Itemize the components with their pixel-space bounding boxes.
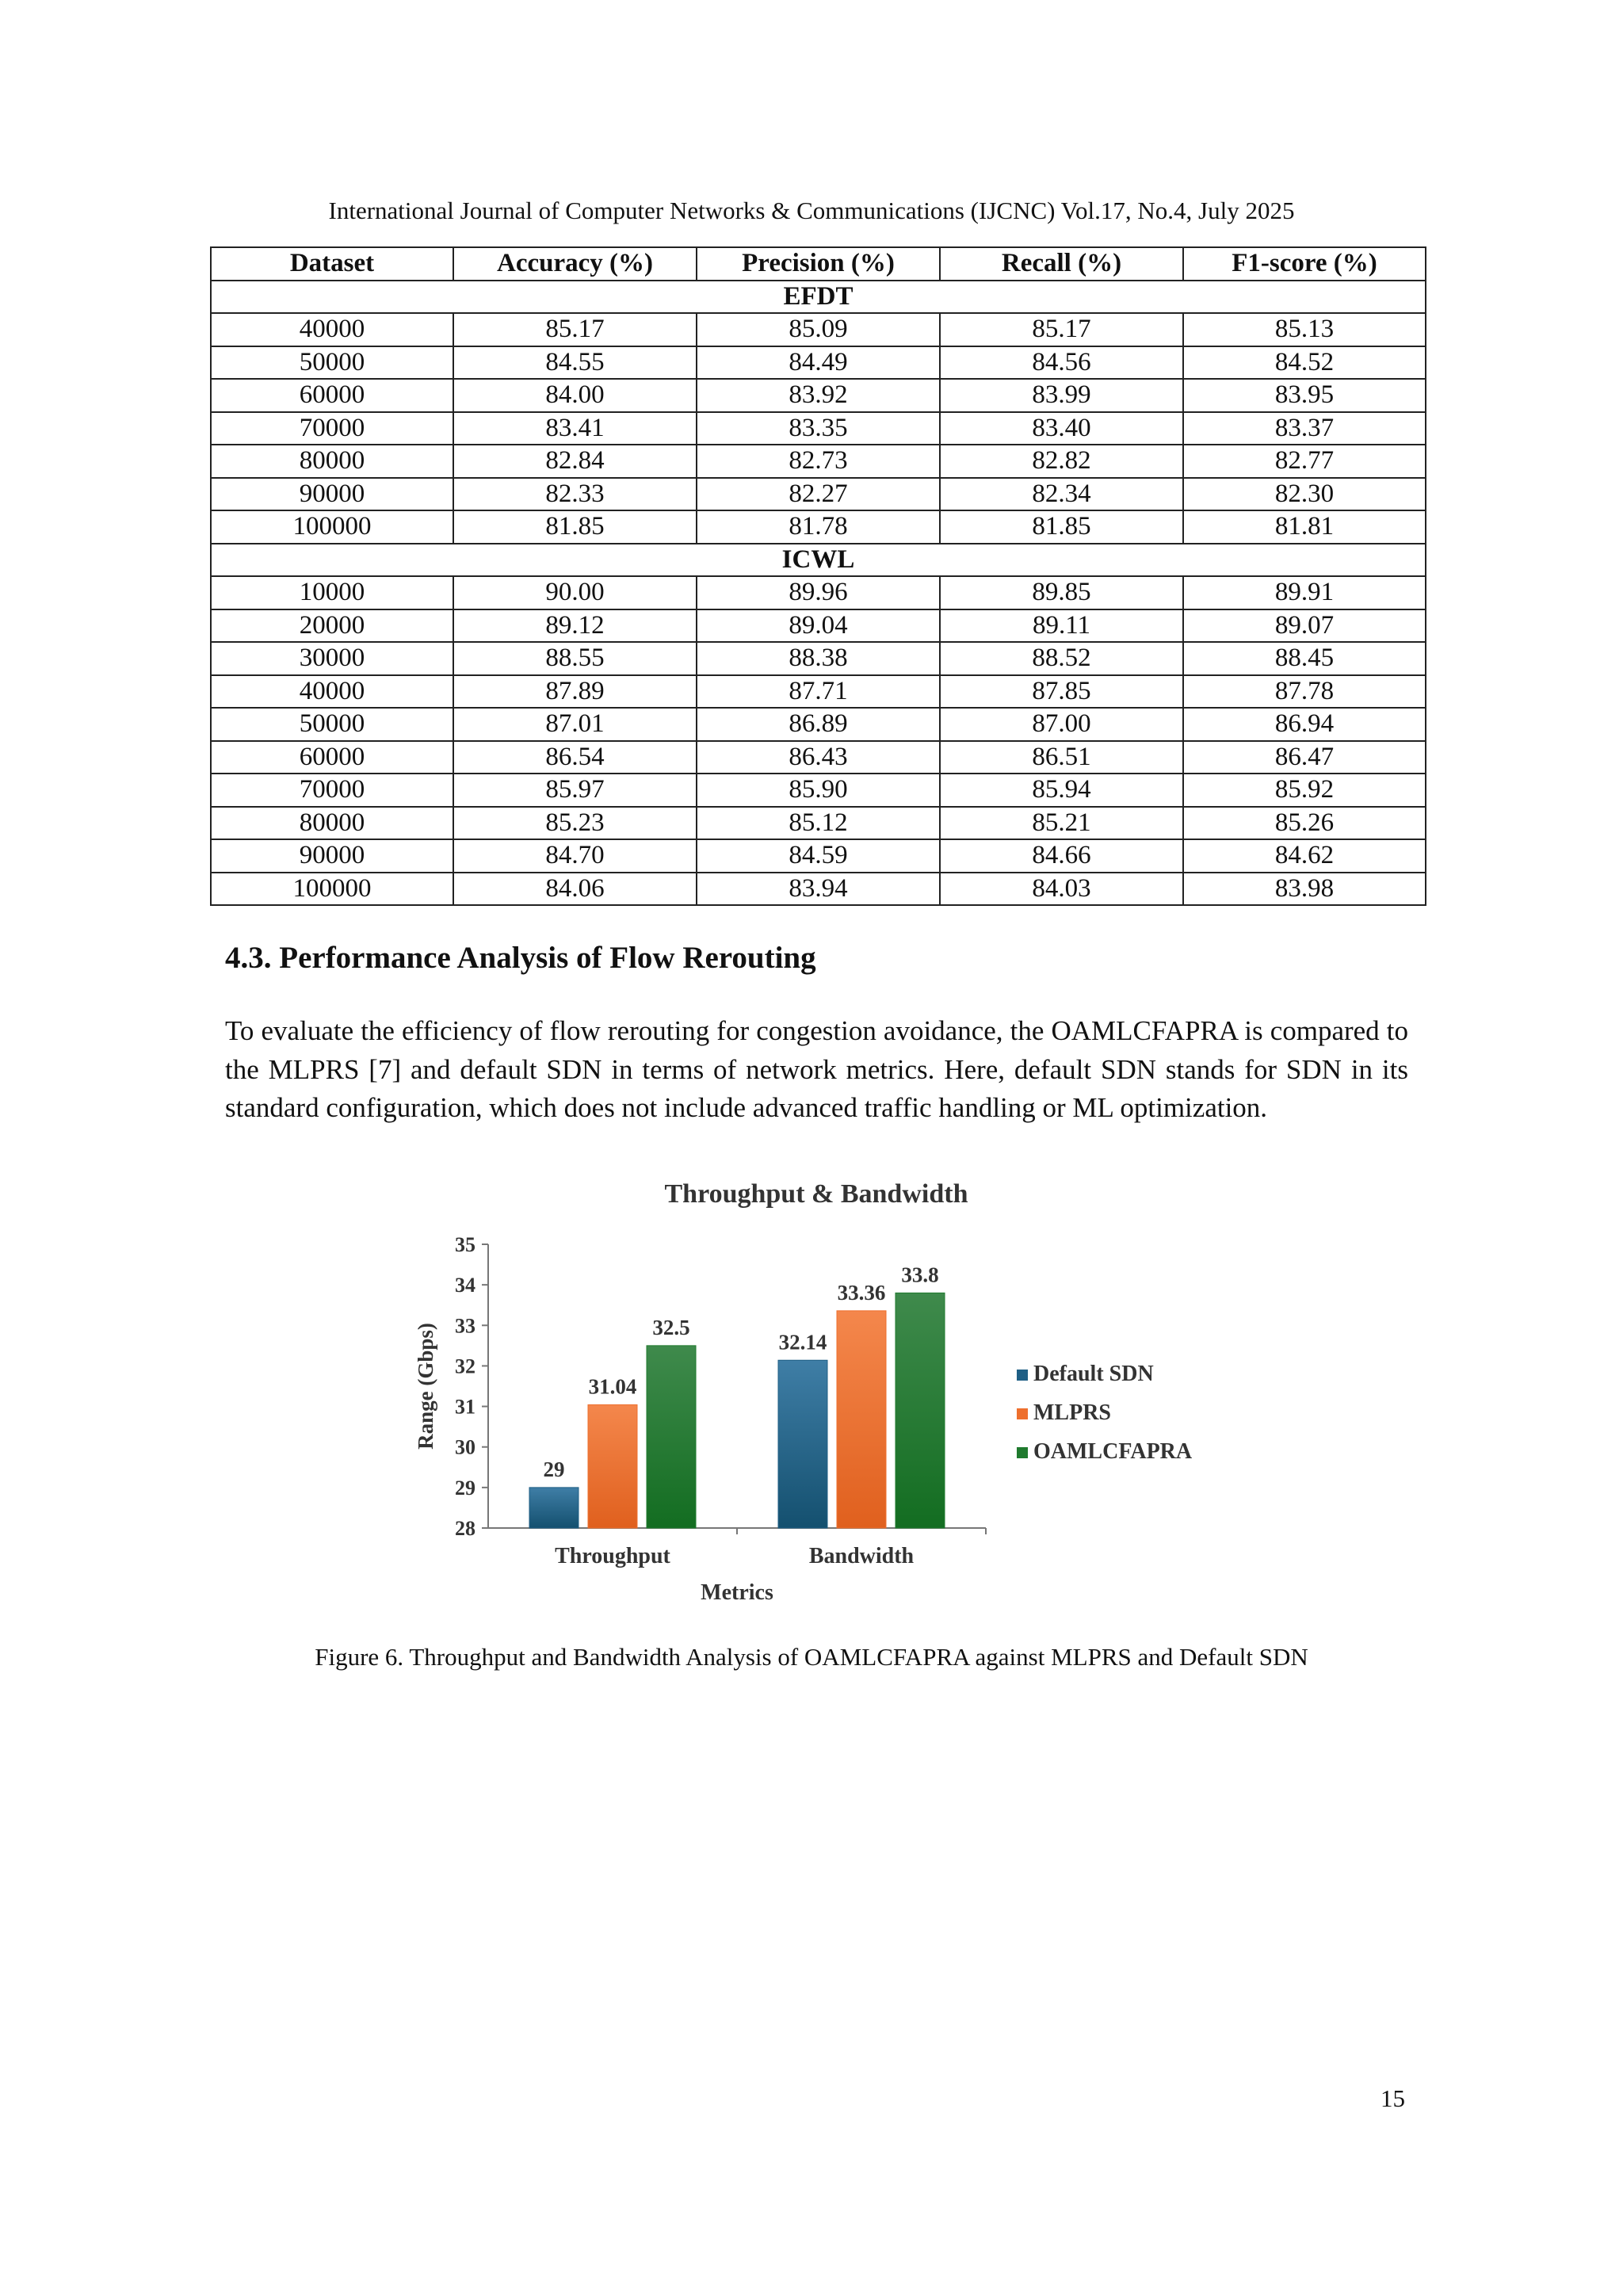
table-cell: 84.03: [940, 873, 1183, 906]
table-cell: 82.30: [1183, 478, 1426, 511]
page-number: 15: [1381, 2084, 1405, 2112]
table-cell: 30000: [211, 642, 453, 675]
bar-default-sdn: [529, 1488, 579, 1528]
y-tick-label: 30: [455, 1435, 475, 1459]
table-row: [211, 708, 1426, 741]
table-section-row: [211, 281, 1426, 314]
table-header-row: [211, 247, 1426, 281]
table-row: [211, 510, 1426, 544]
table-cell: 85.23: [453, 807, 697, 840]
table-cell: 85.17: [453, 313, 697, 346]
results-table: [210, 246, 1426, 906]
table-cell: 83.41: [453, 412, 697, 445]
y-tick-label: 33: [455, 1314, 475, 1338]
table-cell: 85.26: [1183, 807, 1426, 840]
table-cell: 87.01: [453, 708, 697, 741]
table-cell: 85.13: [1183, 313, 1426, 346]
table-cell: 60000: [211, 379, 453, 412]
table-cell: 82.82: [940, 445, 1183, 478]
table-body: [211, 281, 1426, 906]
table-cell: 82.33: [453, 478, 697, 511]
figure-caption: Figure 6. Throughput and Bandwidth Analysis of OAMLCFAPRA against MLPRS and Default SDN: [315, 1643, 1308, 1671]
table-cell: 84.49: [697, 346, 940, 380]
table-row: [211, 313, 1426, 346]
table-cell: 90.00: [453, 576, 697, 609]
table-row: [211, 873, 1426, 906]
table-cell: 89.12: [453, 609, 697, 643]
table-row: [211, 609, 1426, 643]
table-cell: 85.94: [940, 774, 1183, 807]
column-header: F1-score (%): [1183, 247, 1426, 281]
table-cell: 84.62: [1183, 839, 1426, 873]
table-cell: 60000: [211, 741, 453, 774]
table-cell: 89.91: [1183, 576, 1426, 609]
table-cell: 83.92: [697, 379, 940, 412]
chart-title: Throughput & Bandwidth: [664, 1179, 968, 1209]
table-cell: 84.59: [697, 839, 940, 873]
table-cell: 88.52: [940, 642, 1183, 675]
section-heading: 4.3. Performance Analysis of Flow Rerouting: [225, 941, 816, 975]
table-cell: 89.85: [940, 576, 1183, 609]
table-cell: 100000: [211, 873, 453, 906]
table-cell: 85.21: [940, 807, 1183, 840]
table-cell: 83.94: [697, 873, 940, 906]
table-cell: 86.47: [1183, 741, 1426, 774]
column-header: Accuracy (%): [453, 247, 697, 281]
table-cell: 86.54: [453, 741, 697, 774]
table-row: [211, 445, 1426, 478]
table-cell: 40000: [211, 675, 453, 709]
table-cell: 87.71: [697, 675, 940, 709]
x-tick-label: Bandwidth: [808, 1544, 915, 1568]
table-cell: 81.85: [453, 510, 697, 544]
table-cell: 86.51: [940, 741, 1183, 774]
table-cell: 84.56: [940, 346, 1183, 380]
table-cell: 80000: [211, 807, 453, 840]
legend-swatch: [1017, 1408, 1028, 1419]
table-cell: 84.66: [940, 839, 1183, 873]
table-cell: 81.78: [697, 510, 940, 544]
table-cell: 87.78: [1183, 675, 1426, 709]
column-header: Precision (%): [697, 247, 940, 281]
table-cell: 89.96: [697, 576, 940, 609]
table-cell: 40000: [211, 313, 453, 346]
table-row: [211, 741, 1426, 774]
table-row: [211, 379, 1426, 412]
table-cell: 86.94: [1183, 708, 1426, 741]
legend-label: MLPRS: [1033, 1400, 1111, 1425]
table-row: [211, 576, 1426, 609]
table-cell: 82.34: [940, 478, 1183, 511]
x-tick-label: Throughput: [555, 1544, 670, 1568]
legend-swatch: [1017, 1370, 1028, 1381]
y-tick-label: 31: [455, 1395, 475, 1419]
table-row: [211, 642, 1426, 675]
table-section-row: [211, 544, 1426, 577]
table-cell: 85.92: [1183, 774, 1426, 807]
data-label: 29: [543, 1457, 565, 1481]
column-header: Dataset: [211, 247, 453, 281]
table-cell: 20000: [211, 609, 453, 643]
y-tick-label: 28: [455, 1517, 475, 1540]
data-label: 32.5: [652, 1315, 690, 1339]
table-row: [211, 675, 1426, 709]
bar-default-sdn: [778, 1360, 827, 1528]
journal-header: International Journal of Computer Networks & Communications (IJCNC) Vol.17, No.4, July 2025: [328, 197, 1295, 224]
table-cell: 86.43: [697, 741, 940, 774]
table-cell: 84.55: [453, 346, 697, 380]
table-cell: 83.98: [1183, 873, 1426, 906]
table-cell: 83.95: [1183, 379, 1426, 412]
table-cell: 84.52: [1183, 346, 1426, 380]
y-tick-label: 29: [455, 1476, 475, 1499]
table-cell: 100000: [211, 510, 453, 544]
table-cell: 82.73: [697, 445, 940, 478]
table-cell: 83.99: [940, 379, 1183, 412]
table-cell: 83.40: [940, 412, 1183, 445]
table-cell: 85.09: [697, 313, 940, 346]
table-cell: 85.17: [940, 313, 1183, 346]
bar-chart: [396, 1173, 1252, 1617]
table-cell: 87.85: [940, 675, 1183, 709]
x-axis-label: Metrics: [701, 1580, 773, 1605]
table-cell: 88.45: [1183, 642, 1426, 675]
y-axis-label: Range (Gbps): [414, 1323, 437, 1450]
table-cell: 82.84: [453, 445, 697, 478]
bar-oamlcfapra: [896, 1293, 945, 1528]
legend-swatch: [1017, 1447, 1028, 1458]
bar-mlprs: [837, 1311, 886, 1528]
table-cell: 50000: [211, 346, 453, 380]
table-cell: 89.07: [1183, 609, 1426, 643]
body-paragraph: To evaluate the efficiency of flow rerouting for congestion avoidance, the OAMLCFAPRA is compared to the MLPRS [7] and default SDN in terms of network metrics. Here, default SDN stands for SDN in its standard configuration, which does not include advanced traffic handling or ML optimization.: [225, 1015, 1408, 1123]
table-cell: 89.04: [697, 609, 940, 643]
data-label: 31.04: [588, 1374, 637, 1399]
table-cell: 85.12: [697, 807, 940, 840]
legend-label: Default SDN: [1033, 1362, 1154, 1386]
table-row: [211, 478, 1426, 511]
table-cell: 82.27: [697, 478, 940, 511]
table-row: [211, 346, 1426, 380]
table-cell: 50000: [211, 708, 453, 741]
table-cell: 82.77: [1183, 445, 1426, 478]
figure-chart: [396, 1173, 1252, 1617]
table-row: [211, 839, 1426, 873]
table-cell: 84.06: [453, 873, 697, 906]
table-cell: 90000: [211, 478, 453, 511]
table-cell: 85.90: [697, 774, 940, 807]
y-tick-label: 35: [455, 1233, 475, 1256]
data-label: 32.14: [778, 1330, 827, 1354]
table-row: [211, 412, 1426, 445]
table-cell: 70000: [211, 412, 453, 445]
bar-mlprs: [588, 1405, 637, 1528]
bar-oamlcfapra: [647, 1346, 696, 1528]
table-cell: 86.89: [697, 708, 940, 741]
section-label: ICWL: [211, 544, 1426, 577]
table-cell: 84.00: [453, 379, 697, 412]
data-label: 33.36: [837, 1280, 886, 1305]
table-cell: 89.11: [940, 609, 1183, 643]
table-cell: 10000: [211, 576, 453, 609]
table-cell: 83.37: [1183, 412, 1426, 445]
legend-label: OAMLCFAPRA: [1033, 1439, 1193, 1464]
y-tick-label: 34: [455, 1274, 475, 1297]
table-cell: 87.89: [453, 675, 697, 709]
table-cell: 70000: [211, 774, 453, 807]
table-cell: 81.81: [1183, 510, 1426, 544]
table-cell: 84.70: [453, 839, 697, 873]
table-cell: 83.35: [697, 412, 940, 445]
table-cell: 80000: [211, 445, 453, 478]
table-cell: 81.85: [940, 510, 1183, 544]
section-label: EFDT: [211, 281, 1426, 314]
data-label: 33.8: [901, 1263, 939, 1287]
table-cell: 90000: [211, 839, 453, 873]
table-cell: 88.38: [697, 642, 940, 675]
table-cell: 87.00: [940, 708, 1183, 741]
table-row: [211, 807, 1426, 840]
table-cell: 85.97: [453, 774, 697, 807]
y-tick-label: 32: [455, 1354, 475, 1378]
table-cell: 88.55: [453, 642, 697, 675]
table-row: [211, 774, 1426, 807]
column-header: Recall (%): [940, 247, 1183, 281]
